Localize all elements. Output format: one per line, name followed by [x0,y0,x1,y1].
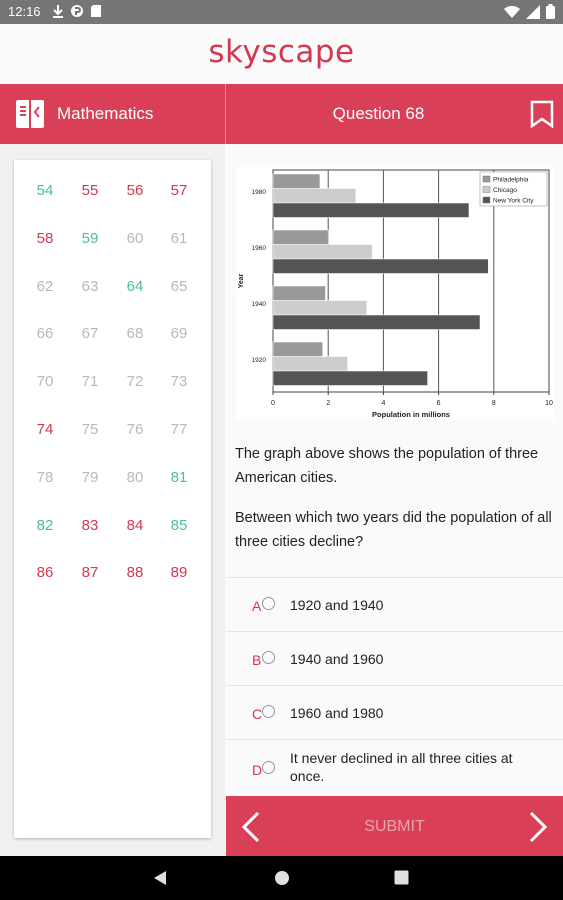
question-number-80[interactable]: 80 [126,468,144,486]
question-number-77[interactable]: 77 [170,421,188,438]
question-number-58[interactable]: 58 [36,229,54,247]
question-number-79[interactable]: 79 [81,468,99,486]
bar-chicago-1980 [273,189,356,204]
submit-bar [226,796,563,856]
bar-philadelphia-1960 [273,230,328,245]
question-number-89[interactable]: 89 [170,564,188,582]
status-time: 12:16 [8,4,41,19]
question-number-73[interactable]: 73 [170,373,188,391]
question-text-intro: The graph above shows the population of three American cities. [235,446,539,486]
question-number-59[interactable]: 59 [81,229,99,247]
app-bar [0,24,563,84]
question-title: Question 68 [332,104,425,123]
bar-chicago-1940 [273,301,367,316]
legend-swatch [483,197,490,203]
answer-option-b[interactable] [226,631,563,685]
battery-icon [546,4,555,19]
signal-icon [526,5,540,19]
bar-new-york-city-1920 [273,371,428,386]
bookmark-icon[interactable] [530,100,554,128]
submit-button[interactable]: SUBMIT [364,818,425,835]
app-logo: skyscape [208,34,355,70]
y-tick-label: 1960 [251,244,266,252]
question-number-66[interactable]: 66 [36,325,54,343]
radio-button[interactable] [262,597,275,610]
x-tick-label: 0 [271,400,275,407]
bar-new-york-city-1960 [273,259,488,274]
back-icon[interactable] [153,870,167,886]
y-tick-label: 1940 [251,300,266,308]
question-number-87[interactable]: 87 [81,564,99,582]
question-number-72[interactable]: 72 [126,373,144,391]
legend-swatch [483,176,490,182]
bar-philadelphia-1940 [273,286,325,301]
question-text-prompt: Between which two years did the population of all three cities decline? [235,510,552,550]
population-bar-chart [236,167,554,420]
book-icon[interactable] [15,99,45,129]
wifi-icon [504,5,520,19]
legend-label: Chicago [493,187,517,194]
recents-icon[interactable] [394,870,409,885]
bar-chicago-1960 [273,245,372,260]
question-number-55[interactable]: 55 [81,182,99,199]
question-number-85[interactable]: 85 [170,516,188,534]
question-number-74[interactable]: 74 [36,421,54,438]
android-nav-bar [0,856,563,900]
sd-card-icon [90,4,102,18]
y-tick-label: 1920 [251,356,266,364]
status-bar [0,0,563,24]
question-number-75[interactable]: 75 [81,421,99,438]
question-number-78[interactable]: 78 [36,468,54,486]
bar-chicago-1920 [273,357,348,372]
bar-philadelphia-1920 [273,342,323,357]
answer-option-a[interactable] [226,577,563,631]
option-text: 1940 and 1960 [290,651,384,667]
question-number-68[interactable]: 68 [126,325,144,343]
option-letter: B [252,652,262,668]
question-number-82[interactable]: 82 [36,516,54,534]
bar-new-york-city-1980 [273,203,469,218]
y-tick-label: 1980 [251,188,266,196]
question-number-67[interactable]: 67 [81,325,99,343]
question-number-65[interactable]: 65 [170,277,188,295]
option-letter: D [252,762,263,778]
radio-button[interactable] [262,705,275,718]
x-axis-label: Population in millions [372,410,450,419]
home-icon[interactable] [274,870,290,886]
sync-icon [70,4,84,18]
question-pane [226,144,563,796]
option-letter: C [252,706,263,722]
option-text: 1920 and 1940 [290,597,384,613]
option-text: It never declined in all three cities at once. [290,750,513,784]
question-number-61[interactable]: 61 [170,229,188,247]
question-number-70[interactable]: 70 [36,373,54,391]
y-axis-label: Year [238,273,245,289]
question-number-64[interactable]: 64 [126,277,144,295]
legend-label: Philadelphia [493,176,529,184]
question-number-69[interactable]: 69 [170,325,188,343]
x-tick-label: 4 [381,400,386,407]
question-number-62[interactable]: 62 [36,277,54,295]
question-chart [236,167,554,420]
answer-option-c[interactable] [226,685,563,739]
question-navigator-pane [0,144,225,856]
x-tick-label: 8 [491,400,496,407]
legend-swatch [483,187,490,193]
question-number-60[interactable]: 60 [126,229,144,247]
legend-label: New York City [493,197,534,205]
question-number-86[interactable]: 86 [36,564,54,582]
header-bar [0,84,563,144]
download-icon [52,4,64,18]
question-number-81[interactable]: 81 [170,468,188,486]
question-number-57[interactable]: 57 [170,182,188,199]
question-grid-card [14,160,211,838]
question-number-54[interactable]: 54 [36,182,54,199]
radio-button[interactable] [262,651,275,664]
subject-title: Mathematics [57,104,154,123]
bar-new-york-city-1940 [273,315,480,330]
question-number-88[interactable]: 88 [126,564,144,582]
question-number-84[interactable]: 84 [126,516,144,534]
bar-philadelphia-1980 [273,174,320,189]
question-number-83[interactable]: 83 [81,516,99,534]
question-number-63[interactable]: 63 [81,277,99,295]
answer-option-d[interactable] [226,739,563,797]
x-tick-label: 10 [545,400,553,407]
next-arrow-icon[interactable] [527,811,549,843]
question-number-71[interactable]: 71 [81,373,99,391]
option-text: 1960 and 1980 [290,705,384,721]
option-letter: A [252,598,262,614]
x-tick-label: 6 [436,400,441,407]
question-number-76[interactable]: 76 [126,421,144,438]
radio-button[interactable] [262,761,275,774]
x-tick-label: 2 [326,400,331,407]
question-number-56[interactable]: 56 [126,182,144,199]
